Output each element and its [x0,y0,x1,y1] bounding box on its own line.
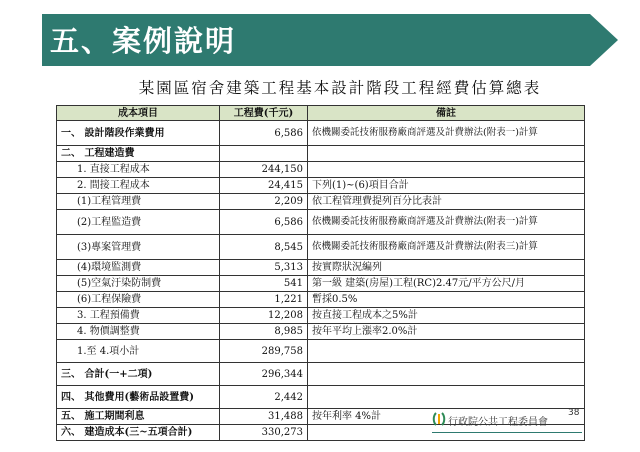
row-item: 六、 建造成本(三~五項合計) [57,425,220,441]
row-note [308,146,585,162]
row-note [308,162,585,178]
table-row [57,162,585,178]
row-item: 1. 直接工程成本 [57,162,220,178]
table-title: 某園區宿舍建築工程基本設計階段工程經費估算總表 [138,79,542,97]
table-row [57,276,585,292]
row-amount: 541 [220,276,308,292]
table-row [57,210,585,235]
row-item: (2)工程監造費 [57,210,220,235]
row-note: 下列(1)~(6)項目合計 [308,178,585,194]
agency-logo-icon [432,412,446,426]
row-amount: 289,758 [220,340,308,363]
row-note [308,386,585,409]
table-header-row [57,106,585,121]
table-row [57,194,585,210]
row-note [308,340,585,363]
table-row [57,146,585,162]
table-row [57,292,585,308]
row-amount: 2,209 [220,194,308,210]
row-item: (5)空氣汙染防制費 [57,276,220,292]
row-item: 3. 工程預備費 [57,308,220,324]
row-amount: 330,273 [220,425,308,441]
table-row [57,386,585,409]
row-item: (4)環境監測費 [57,260,220,276]
row-note: 依工程管理費提列百分比表計 [308,194,585,210]
row-amount: 24,415 [220,178,308,194]
row-amount: 244,150 [220,162,308,178]
header-amount: 工程費(千元) [220,106,308,121]
row-note: 第一級 建築(房屋)工程(RC)2.47元/平方公尺/月 [308,276,585,292]
table-row [57,363,585,386]
page-title: 五、案例說明 [50,24,237,58]
row-amount: 12,208 [220,308,308,324]
header-cost-item: 成本項目 [57,106,220,121]
table-row [57,340,585,363]
row-note [308,363,585,386]
row-item: 1.至 4.項小計 [57,340,220,363]
cost-estimate-table [56,105,585,441]
table-row [57,308,585,324]
row-item: 五、 施工期間利息 [57,409,220,425]
row-note: 按年利率 4%計 [308,409,585,425]
row-amount: 296,344 [220,363,308,386]
row-note: 按實際狀況編列 [308,260,585,276]
row-note: 依機關委託技術服務廠商評選及計費辦法(附表一)計算 [308,210,585,235]
row-item: 一、 設計階段作業費用 [57,121,220,146]
row-amount: 6,586 [220,210,308,235]
row-item: 四、 其他費用(藝術品設置費) [57,386,220,409]
table-row [57,178,585,194]
row-note: 按年平均上漲率2.0%計 [308,324,585,340]
row-note: 按直接工程成本之5%計 [308,308,585,324]
table-row [57,324,585,340]
footer-divider [432,432,582,433]
row-item: (1)工程管理費 [57,194,220,210]
row-item: 二、 工程建造費 [57,146,220,162]
row-item: 4. 物價調整費 [57,324,220,340]
row-item: 三、 合計(一+二項) [57,363,220,386]
table-row [57,235,585,260]
row-amount: 5,313 [220,260,308,276]
row-amount: 8,545 [220,235,308,260]
row-amount: 2,442 [220,386,308,409]
row-item: (6)工程保險費 [57,292,220,308]
row-item: (3)專案管理費 [57,235,220,260]
row-item: 2. 間接工程成本 [57,178,220,194]
row-amount [220,146,308,162]
page-number: 38 [568,408,580,418]
row-amount: 31,488 [220,409,308,425]
row-amount: 1,221 [220,292,308,308]
row-note: 暫採0.5% [308,292,585,308]
row-note: 依機關委託技術服務廠商評選及計費辦法(附表一)計算 [308,121,585,146]
row-amount: 6,586 [220,121,308,146]
footer-organization: 行政院公共工程委員會 [448,417,548,428]
row-note: 依機關委託技術服務廠商評選及計費辦法(附表三)計算 [308,235,585,260]
header-note: 備註 [308,106,585,121]
table-row [57,260,585,276]
row-amount: 8,985 [220,324,308,340]
table-row [57,121,585,146]
